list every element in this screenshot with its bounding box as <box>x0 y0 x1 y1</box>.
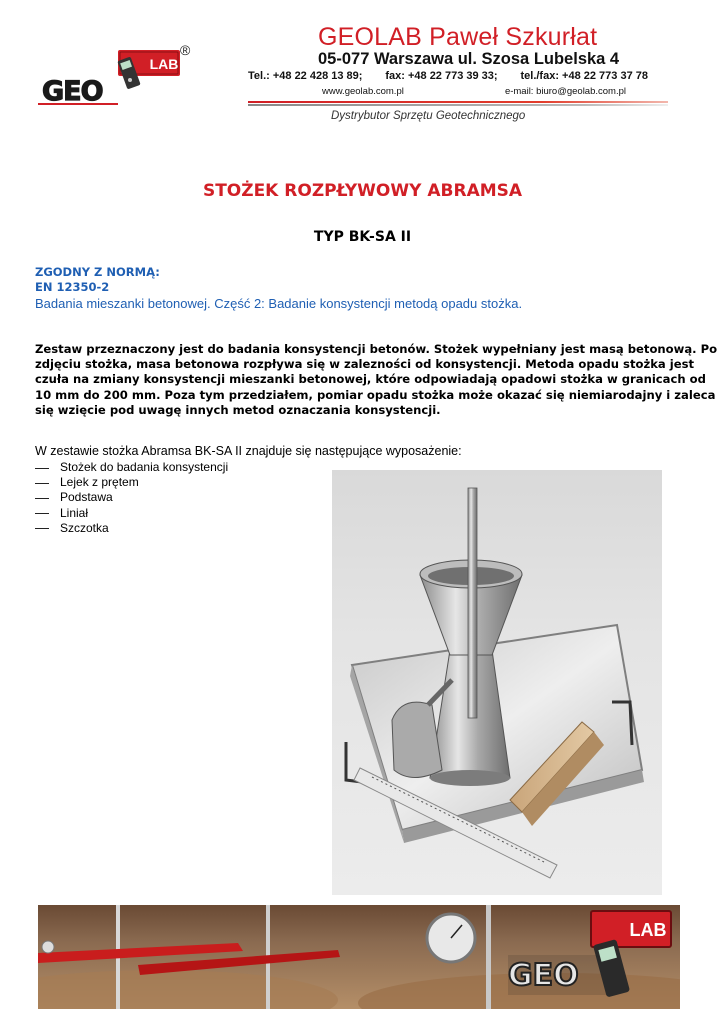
intro-line: zdjęciu stożka, masa betonowa rozpływa się w zalezności od konsystencji. Metoda opadu stożka jest <box>35 357 695 372</box>
dash-bullet-icon <box>35 498 49 499</box>
list-item-label: Stożek do badania konsystencji <box>60 460 229 474</box>
list-item-label: Szczotka <box>60 520 109 535</box>
norm-code: EN 12350-2 <box>35 280 110 294</box>
footer-logo-badge-text: LAB <box>629 920 667 940</box>
equipment-list <box>35 460 228 536</box>
list-item <box>35 521 228 536</box>
registered-mark: ® <box>180 42 191 58</box>
contact-web <box>322 86 626 97</box>
footer-banner <box>38 905 680 1009</box>
logo-brand-text: GEO <box>42 76 103 107</box>
contact-phones <box>248 70 648 82</box>
tamping-rod-icon <box>468 488 477 718</box>
list-item <box>35 475 228 490</box>
header-divider-gray <box>248 104 668 106</box>
equipment-heading: W zestawie stożka Abramsa BK-SA II znajduje się następujące wyposażenie: <box>35 444 462 458</box>
list-item <box>35 460 228 475</box>
intro-line: 10 mm do 200 mm. Poza tym przedziałem, pomiar opadu stożka może okazać się niemiarodajny i zaleca <box>35 387 716 402</box>
dash-bullet-icon <box>35 528 49 529</box>
fax-number: fax: +48 22 773 39 33; <box>385 70 498 82</box>
intro-line: czuła na zmiany konsystencji mieszanki betonowej, które odpowiadają opadowi stożka w granicach od <box>35 372 706 387</box>
dial-gauge-icon <box>427 914 475 962</box>
email-link[interactable]: e-mail: biuro@geolab.com.pl <box>504 86 626 97</box>
dash-bullet-icon <box>35 468 49 469</box>
company-name: GEOLAB Paweł Szkurłat <box>318 23 598 51</box>
logo-badge-text: LAB <box>149 56 179 72</box>
product-photo <box>332 470 662 895</box>
document-subtitle: TYP BK-SA II <box>313 229 412 245</box>
company-tagline: Dystrybutor Sprzętu Geotechnicznego <box>331 110 526 122</box>
list-item-label: Lejek z prętem <box>60 475 139 490</box>
dash-bullet-icon <box>35 483 49 484</box>
list-item-label: Liniał <box>60 505 89 520</box>
dash-bullet-icon <box>35 513 49 514</box>
document-title: STOŻEK ROZPŁYWOWY ABRAMSA <box>202 181 523 201</box>
list-item-label: Podstawa <box>60 490 113 505</box>
norm-description: Badania mieszanki betonowej. Część 2: Badanie konsystencji metodą opadu stożka. <box>35 296 523 311</box>
telfax-number: tel./fax: +48 22 773 37 78 <box>520 70 648 82</box>
intro-line: Zestaw przeznaczony jest do badania konsystencji betonów. Stożek wypełniany jest masą betonową. Po <box>35 342 718 356</box>
website-link[interactable]: www.geolab.com.pl <box>322 86 404 97</box>
list-item <box>35 506 228 521</box>
intro-paragraph <box>35 342 718 418</box>
geolab-logo <box>38 46 198 108</box>
intro-line: się wzięcie pod uwagę innych metod oznaczania konsystencji. <box>35 402 441 417</box>
footer-logo-brand-text: GEO <box>508 958 579 993</box>
norm-label: ZGODNY Z NORMĄ: <box>35 265 160 279</box>
company-address: 05-077 Warszawa ul. Szosa Lubelska 4 <box>318 50 620 68</box>
header-divider-red <box>248 101 668 103</box>
list-item <box>35 490 228 505</box>
phone-number: Tel.: +48 22 428 13 89; <box>248 70 363 82</box>
